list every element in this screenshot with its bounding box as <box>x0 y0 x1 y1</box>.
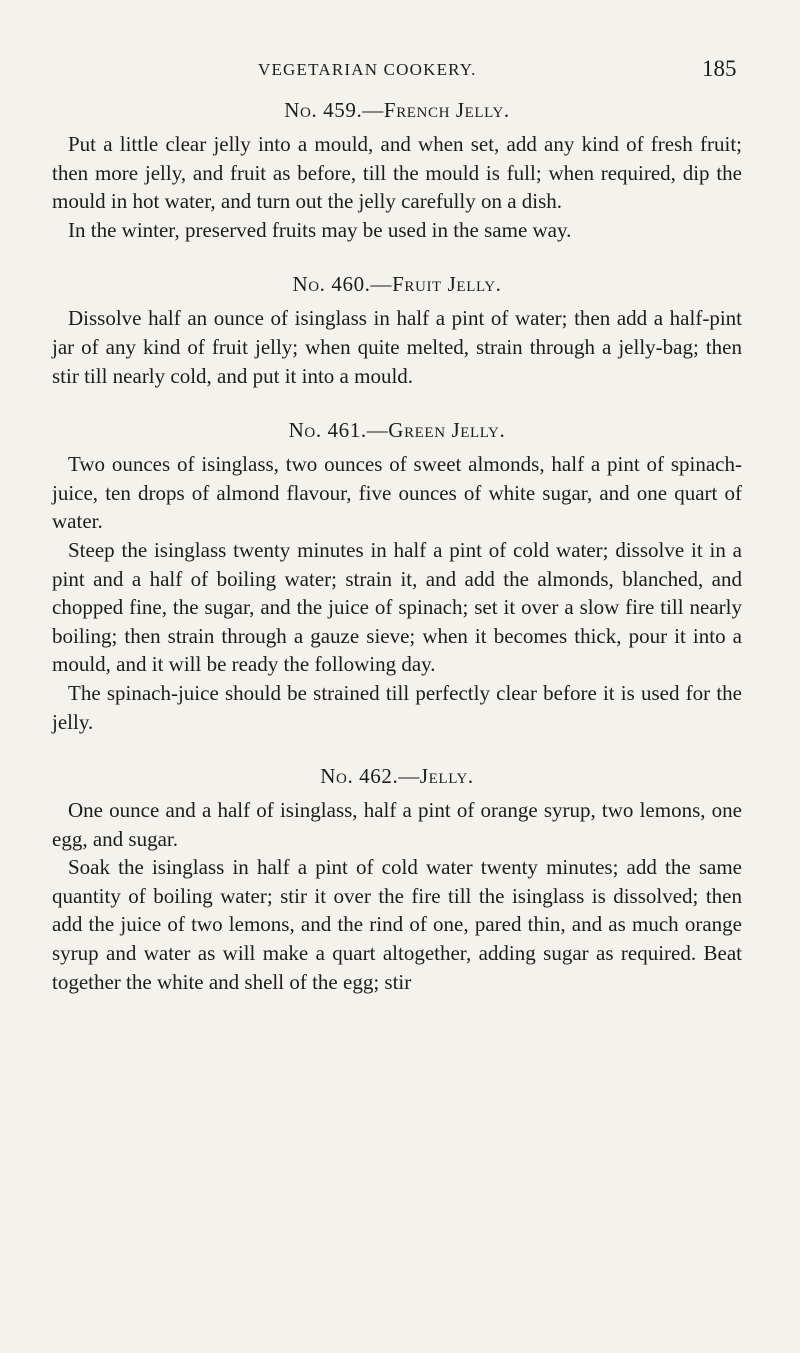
running-title: VEGETARIAN COOKERY. <box>258 60 477 79</box>
recipe-paragraph: Put a little clear jelly into a mould, and when set, add any kind of fresh fruit; then more jelly, and fruit as before, till the mould is full; when required, dip the mould in hot water, and turn out the jelly carefully on a dish. <box>52 132 742 214</box>
running-header <box>0 56 800 90</box>
recipe-heading: No. 460.—Fruit Jelly. <box>292 272 502 297</box>
recipe-461 <box>52 416 742 736</box>
recipe-460 <box>52 270 742 390</box>
recipe-462 <box>52 762 742 996</box>
recipe-heading: No. 459.—French Jelly. <box>284 98 510 122</box>
recipe-paragraph: Soak the isinglass in half a pint of cold water twenty minutes; add the same quantity of boiling water; stir it over the fire till the isinglass is dissolved; then add the juice of two lemons, and the rind of one, pared thin, and as much orange syrup and water as will make a quart altogether, adding sugar as required. Beat together the white and shell of the egg; stir <box>52 855 742 994</box>
recipe-paragraph: Dissolve half an ounce of isinglass in half a pint of water; then add a half-pint jar of any kind of fruit jelly; when quite melted, strain through a jelly-bag; then stir till nearly cold, and put it into a mould. <box>52 306 742 388</box>
recipe-paragraph: Steep the isinglass twenty minutes in half a pint of cold water; dissolve it in a pint and a half of boiling water; strain it, and add the almonds, blanched, and chopped fine, the sugar, and the juice of spinach; set it over a slow fire till nearly boiling; then strain through a gauze sieve; when it becomes thick, pour it into a mould, and it will be ready the following day. <box>52 537 742 677</box>
recipe-paragraph: The spinach-juice should be strained till perfectly clear before it is used for the jelly. <box>52 680 742 734</box>
recipe-paragraph: In the winter, preserved fruits may be used in the same way. <box>68 217 572 242</box>
recipe-paragraph: Two ounces of isinglass, two ounces of sweet almonds, half a pint of spinach-juice, ten drops of almond flavour, five ounces of white sugar, and one quart of water. <box>52 452 742 534</box>
recipe-heading: No. 461.—Green Jelly. <box>288 418 506 443</box>
recipe-paragraph: One ounce and a half of isinglass, half a pint of orange syrup, two lemons, one egg, and sugar. <box>52 798 742 851</box>
page-body <box>52 96 742 1022</box>
recipe-heading: No. 462.—Jelly. <box>320 764 474 789</box>
page-number: 185 <box>702 56 737 81</box>
recipe-459 <box>52 96 742 244</box>
